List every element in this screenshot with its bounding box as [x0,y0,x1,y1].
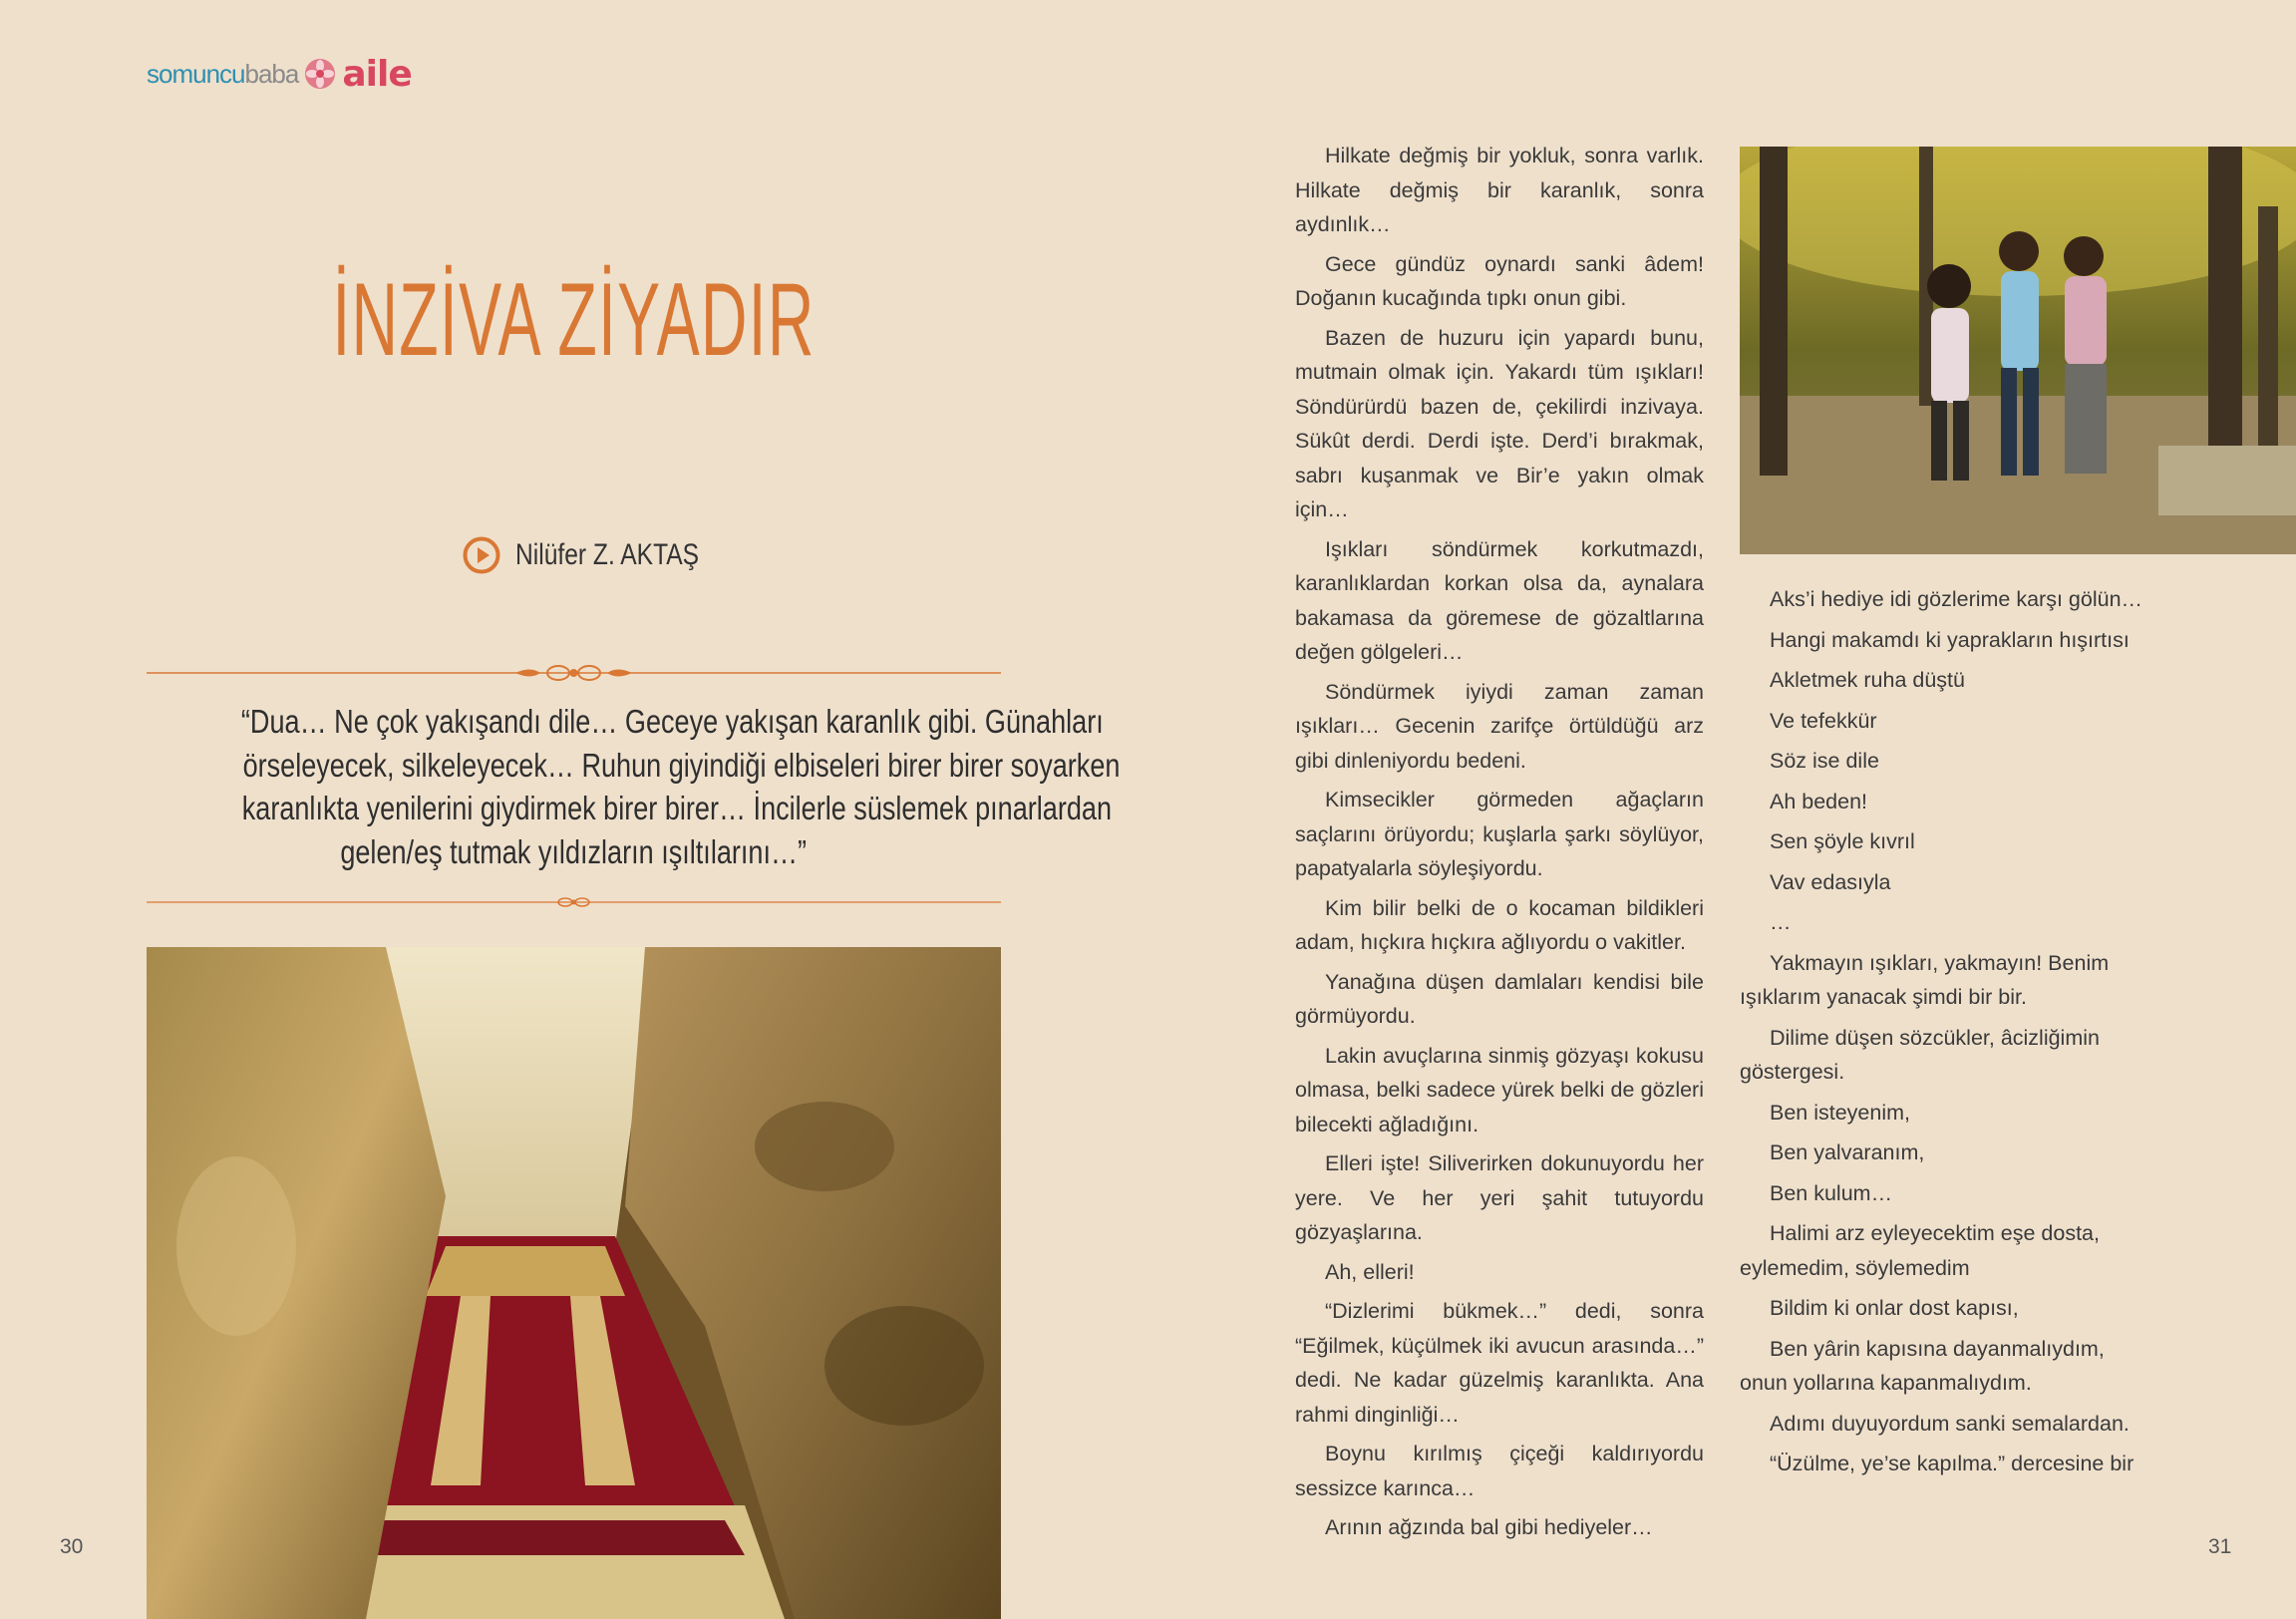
ornament-divider-bottom [147,891,1001,913]
ornament-divider-top [147,662,1001,684]
paragraph: Ben kulum… [1770,1180,1893,1205]
pull-quote [147,700,1121,873]
paragraph: Sen şöyle kıvrıl [1770,829,1915,853]
author-line [462,533,740,577]
paragraph: … [1770,910,1792,934]
paragraph: Hangi makamdı ki yaprakların hışırtısı [1770,627,2130,652]
flower-icon [304,58,336,90]
paragraph: Ah beden! [1770,789,1868,813]
paragraph: Yakmayın ışıkları, yakmayın! Benim ışıklarım yanacak şimdi bir bir. [1740,950,2110,1009]
article-title: İNZİVA ZİYADIR [332,262,816,378]
paragraph: Kimsecikler görmeden ağaçların saçlarını örüyordu; kuşlarla şarkı söylüyor, papatyalarla söyleşiyordu. [1295,788,1704,880]
kids-photo-illustration [1740,147,2296,554]
paragraph: Boynu kırılmış çiçeği kaldırıyordu sessizce karınca… [1295,1442,1704,1500]
paragraph: Dilime düşen sözcükler, âcizliğimin göstergesi. [1740,1025,2100,1084]
paragraph: Kim bilir belki de o kocaman bildikleri adam, hıçkıra hıçkıra ağlıyordu o vakitler. [1295,895,1704,954]
paragraph: Gece gündüz oynardı sanki âdem! Doğanın kucağında tıpkı onun gibi. [1295,251,1704,310]
cave-photo-illustration [147,947,1001,1619]
paragraph: Ah, elleri! [1325,1259,1415,1284]
quote-line: “Dua… Ne çok yakışandı dile… Geceye yakışan karanlık gibi. Günahları [240,703,1104,740]
paragraph: Işıkları söndürmek korkutmazdı, karanlıklardan korkan olsa da, aynalara bakamasa da göremese de gözaltlarına değen gölgeleri… [1295,536,1704,664]
paragraph: Arının ağzında bal gibi hediyeler… [1325,1515,1653,1539]
cave-prayer-rug-photo [147,947,1001,1619]
paragraph: Hilkate değmiş bir yokluk, sonra varlık. Hilkate değmiş bir karanlık, sonra aydınlık… [1295,144,1704,236]
logo-text-baba: baba [244,58,299,89]
logo-text-aile: aile [342,53,412,95]
children-in-forest-photo [1740,147,2296,554]
quote-line: karanlıkta yenilerini giydirmek birer birer… İncilerle süslemek pınarlardan [241,790,1113,826]
text-column-1 [1295,139,1704,1550]
paragraph: Bildim ki onlar dost kapısı, [1770,1296,2019,1320]
paragraph: “Üzülme, ye’se kapılma.” dercesine bir [1770,1452,2134,1475]
play-circle-icon [462,535,501,575]
paragraph: Bazen de huzuru için yapardı bunu, mutmain olmak için. Yakardı tüm ışıkları! Söndürürdü bazen de, çekilirdi inzivaya. Sükût derdi. Derdi işte. Derd’i bırakmak, sabrı kuşanmak ve Bir’e yakın olmak için… [1295,325,1704,521]
paragraph: Adımı duyuyordum sanki semalardan. [1770,1411,2130,1436]
paragraph: Halimi arz eyleyecektim eşe dosta, eylemedim, söylemedim [1740,1221,2100,1280]
paragraph: Elleri işte! Siliverirken dokunuyordu her yere. Ve her yeri şahit tutuyordu gözyaşlarına. [1295,1151,1704,1244]
paragraph: Ve tefekkür [1770,708,1877,733]
paragraph: Ben yârin kapısına dayanmalıydım, onun yollarına kapanmalıydım. [1740,1336,2105,1395]
paragraph: Akletmek ruha düştü [1770,668,1965,692]
paragraph: Lakin avuçlarına sinmiş gözyaşı kokusu olmasa, belki sadece yürek belki de gözleri bilecekti ağladığını. [1295,1043,1704,1136]
paragraph: Söz ise dile [1770,749,1879,773]
paragraph: “Dizlerimi bükmek…” dedi, sonra “Eğilmek, küçülmek iki avucun arasında…” dedi. Ne kadar güzelmiş karanlıkta. Ana rahmi dinginliği… [1295,1299,1704,1427]
author-name: Nilüfer Z. AKTAŞ [515,538,700,571]
text-column-2 [1740,582,2148,1487]
magazine-logo [147,52,412,96]
paragraph: Aks’i hediye idi gözlerime karşı gölün… [1770,587,2143,611]
paragraph: Söndürmek iyiydi zaman zaman ışıkları… Gecenin zarifçe örtüldüğü arz gibi dinleniyordu bedeni. [1295,679,1704,773]
page-number-left: 30 [60,1535,84,1558]
quote-line: gelen/eş tutmak yıldızların ışıltılarını…” [340,832,808,870]
quote-line: örseleyecek, silkeleyecek… Ruhun giyindiği elbiseleri birer birer soyarken [242,746,1121,784]
paragraph: Yanağına düşen damlaları kendisi bile görmüyordu. [1295,969,1704,1028]
paragraph: Ben isteyenim, [1770,1100,1911,1125]
paragraph: Ben yalvaranım, [1770,1140,1925,1164]
logo-text-somuncu: somuncu [147,58,245,89]
paragraph: Vav edasıyla [1770,869,1891,894]
page-number-right: 31 [2208,1535,2232,1558]
